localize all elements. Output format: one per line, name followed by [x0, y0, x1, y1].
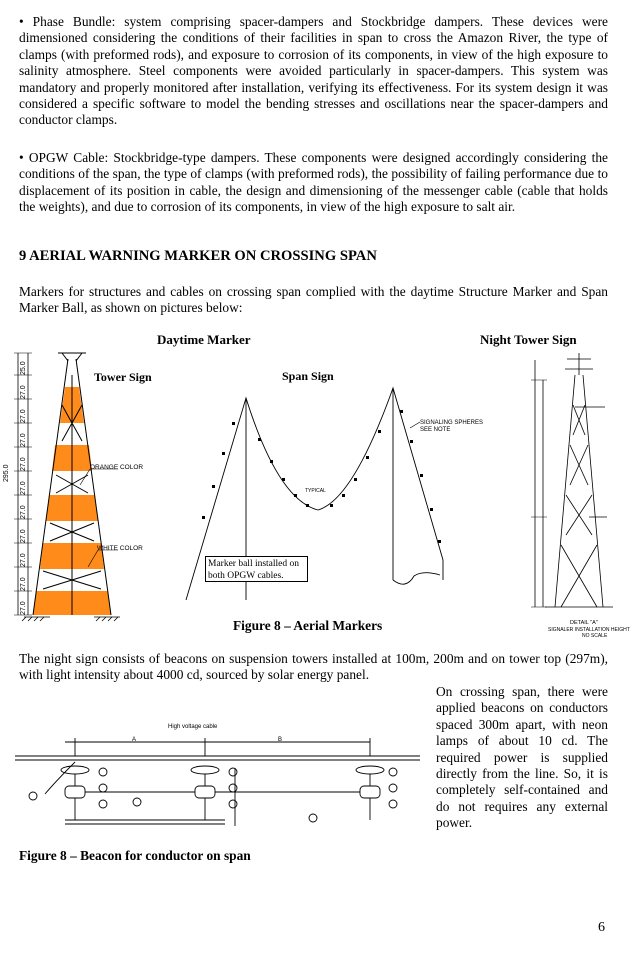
tower-sign-drawing [10, 345, 150, 620]
no-scale-label: NO SCALE [582, 633, 608, 639]
signaler-installation-label: SIGNALER INSTALLATION HEIGHT [548, 627, 630, 633]
marker-ball-note-box: Marker ball installed on both OPGW cables. [205, 556, 308, 582]
typical-label: TYPICAL [305, 488, 326, 494]
see-note-label: SEE NOTE [420, 427, 451, 433]
dimension-b-label: B [278, 737, 283, 743]
night-tower-drawing [515, 345, 635, 615]
signaling-spheres-label: SIGNALING SPHERES [420, 420, 484, 426]
dimension-a-label: A [132, 737, 137, 743]
beacon-drawing [15, 722, 420, 842]
page-number: 6 [598, 920, 605, 935]
tower-segment-label: 27.0 [20, 601, 27, 615]
tower-segment-label: 27.0 [20, 529, 27, 543]
tower-segment-label: 27.0 [20, 433, 27, 447]
paragraph-opgw: • OPGW Cable: Stockbridge-type dampers. These components were designed accordingly considering the conditions of the span, the type of clamps (with preformed rods), the possibility of failing performance due to displacement of its position in cable, the design and dimensioning of the messenger cable (cable that holds the weights), and due to corrosion of its components, in view of the high exposure to salt air. [19, 150, 608, 215]
white-color-label: WHITE COLOR [97, 545, 143, 552]
tower-segment-label: 25.0 [20, 361, 27, 375]
detail-a-label: DETAIL "A" [570, 620, 598, 626]
tower-segment-label: 27.0 [20, 385, 27, 399]
section-heading: 9 AERIAL WARNING MARKER ON CROSSING SPAN [19, 248, 377, 264]
paragraph-night-sign: The night sign consists of beacons on suspension towers installed at 100m, 200m and on tower top (297m), with light intensity about 4000 cd, sourced by solar energy panel. [19, 651, 608, 683]
paragraph-crossing-span: On crossing span, there were applied beacons on conductors spaced 300m apart, with neon lamps of about 10 cd. The required power is supplied directly from the line. So, it is completely self-contained and do not requires any external power. [436, 684, 608, 831]
paragraph-phase-bundle: • Phase Bundle: system comprising spacer-dampers and Stockbridge dampers. These devices were dimensioned considering the conditions of their facilities in span to cross the Amazon River, the type of clamps (with preformed rods), and exposure to corrosion of its components, in view of the high exposure to salinity atmosphere. Steel components were avoided particularly in spacer-dampers. This system was mandatory and properly monitored after installation, verifying its effectiveness. For its system design it was considered a specific software to model the bending stresses and oscillations near the spacer-dampers and conductor clamps. [19, 14, 608, 128]
tower-segment-label: 27.0 [20, 457, 27, 471]
tower-segment-label: 27.0 [20, 481, 27, 495]
tower-sign-label: Tower Sign [94, 370, 152, 384]
tower-segment-label: 27.0 [20, 409, 27, 423]
tower-segment-label: 27.0 [20, 505, 27, 519]
tower-height-total: 295.0 [3, 464, 10, 482]
span-sign-label: Span Sign [282, 369, 334, 383]
night-tower-sign-label: Night Tower Sign [480, 332, 577, 347]
orange-color-label: ORANGE COLOR [90, 464, 144, 471]
tower-segment-label: 27.0 [20, 577, 27, 591]
tower-segment-label: 27.0 [20, 553, 27, 567]
hv-cable-label: High voltage cable [168, 724, 218, 730]
figure-beacon-caption: Figure 8 – Beacon for conductor on span [19, 848, 251, 863]
figure-aerial-caption: Figure 8 – Aerial Markers [233, 618, 383, 633]
daytime-marker-label: Daytime Marker [157, 332, 251, 347]
paragraph-markers-intro: Markers for structures and cables on crossing span complied with the daytime Structure Marker and Span Marker Ball, as shown on pictures below: [19, 284, 608, 316]
